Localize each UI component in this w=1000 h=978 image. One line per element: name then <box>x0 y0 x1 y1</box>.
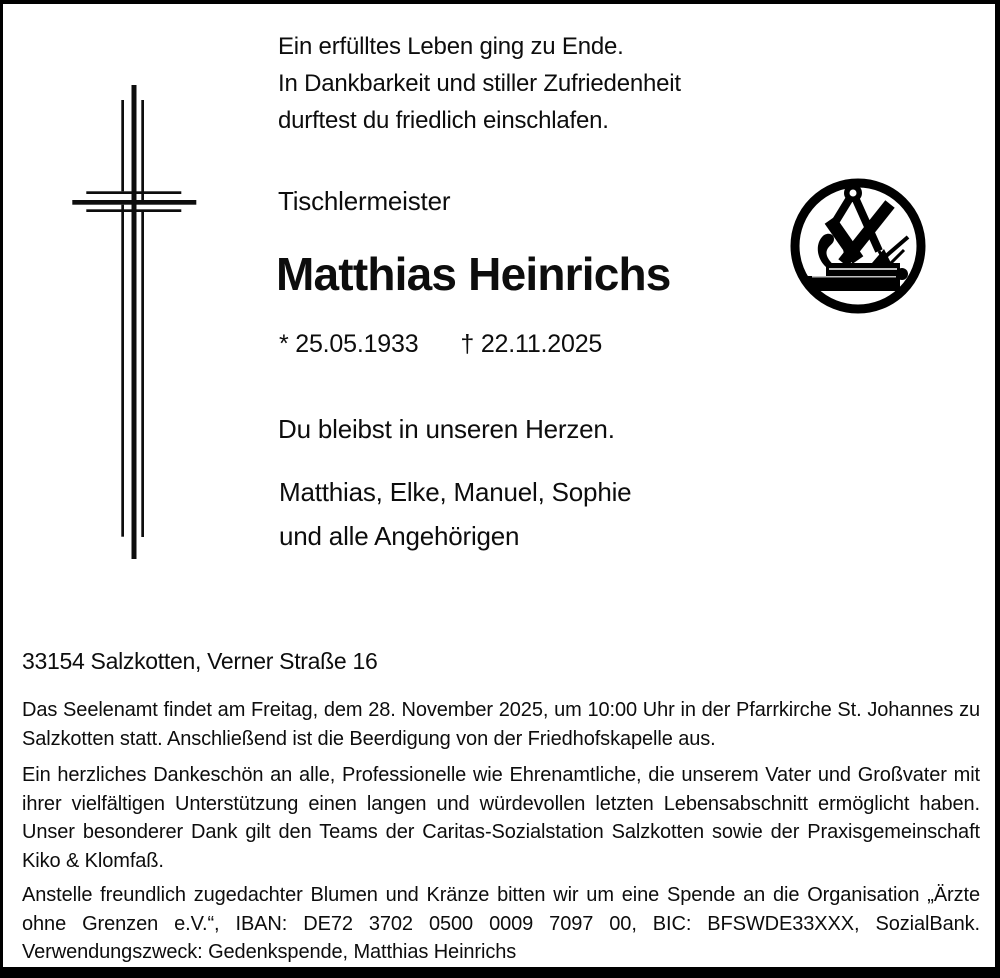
thanks-paragraph: Ein herzliches Dankeschön an alle, Professionelle wie Ehrenamtliche, die unserem Vater und Großvater mit ihrer vielfältigen Unterstützung einen langen und würdevollen letzten Lebensabschnitt ermöglicht haben. Unser besonderer Dank gilt den Teams der Caritas-Sozialstation Salzkotten sowie der Praxisgemeinschaft Kiko & Klomfaß. <box>22 764 980 872</box>
verse-line: In Dankbarkeit und stiller Zufriedenheit <box>278 70 681 97</box>
birth-date: * 25.05.1933 <box>279 330 419 358</box>
address-line: 33154 Salzkotten, Verner Straße 16 <box>22 648 378 674</box>
carpenter-guild-emblem-icon <box>786 174 930 319</box>
life-dates <box>279 330 602 359</box>
deceased-name: Matthias Heinrichs <box>276 248 671 300</box>
verse-line: durftest du friedlich einschlafen. <box>278 107 609 134</box>
donation-paragraph: Anstelle freundlich zugedachter Blumen und Kränze bitten wir um eine Spende an die Organisation „Ärzte ohne Grenzen e.V.“, IBAN: DE72 3702 0500 0009 7097 00, BIC: BFSWDE33XXX, SozialBank. Verwendungszweck: Gedenkspende, Matthias Heinrichs <box>22 884 980 963</box>
funeral-service-paragraph: Das Seelenamt findet am Freitag, dem 28. November 2025, um 10:00 Uhr in der Pfarrkirche St. Johannes zu Salzkotten statt. Anschließend ist die Beerdigung von der Friedhofskapelle aus. <box>22 699 980 750</box>
farewell-line: Du bleibst in unseren Herzen. <box>278 414 615 444</box>
mourners-block <box>279 470 631 558</box>
announcement-paragraphs <box>22 696 980 967</box>
profession-label: Tischlermeister <box>278 186 451 216</box>
mourners-names: Matthias, Elke, Manuel, Sophie <box>279 477 632 507</box>
opening-verse <box>278 28 681 139</box>
death-date: † 22.11.2025 <box>460 330 603 358</box>
mourners-relatives: und alle Angehörigen <box>279 521 520 551</box>
verse-line: Ein erfülltes Leben ging zu Ende. <box>278 33 624 60</box>
memorial-cross-icon <box>60 75 210 570</box>
